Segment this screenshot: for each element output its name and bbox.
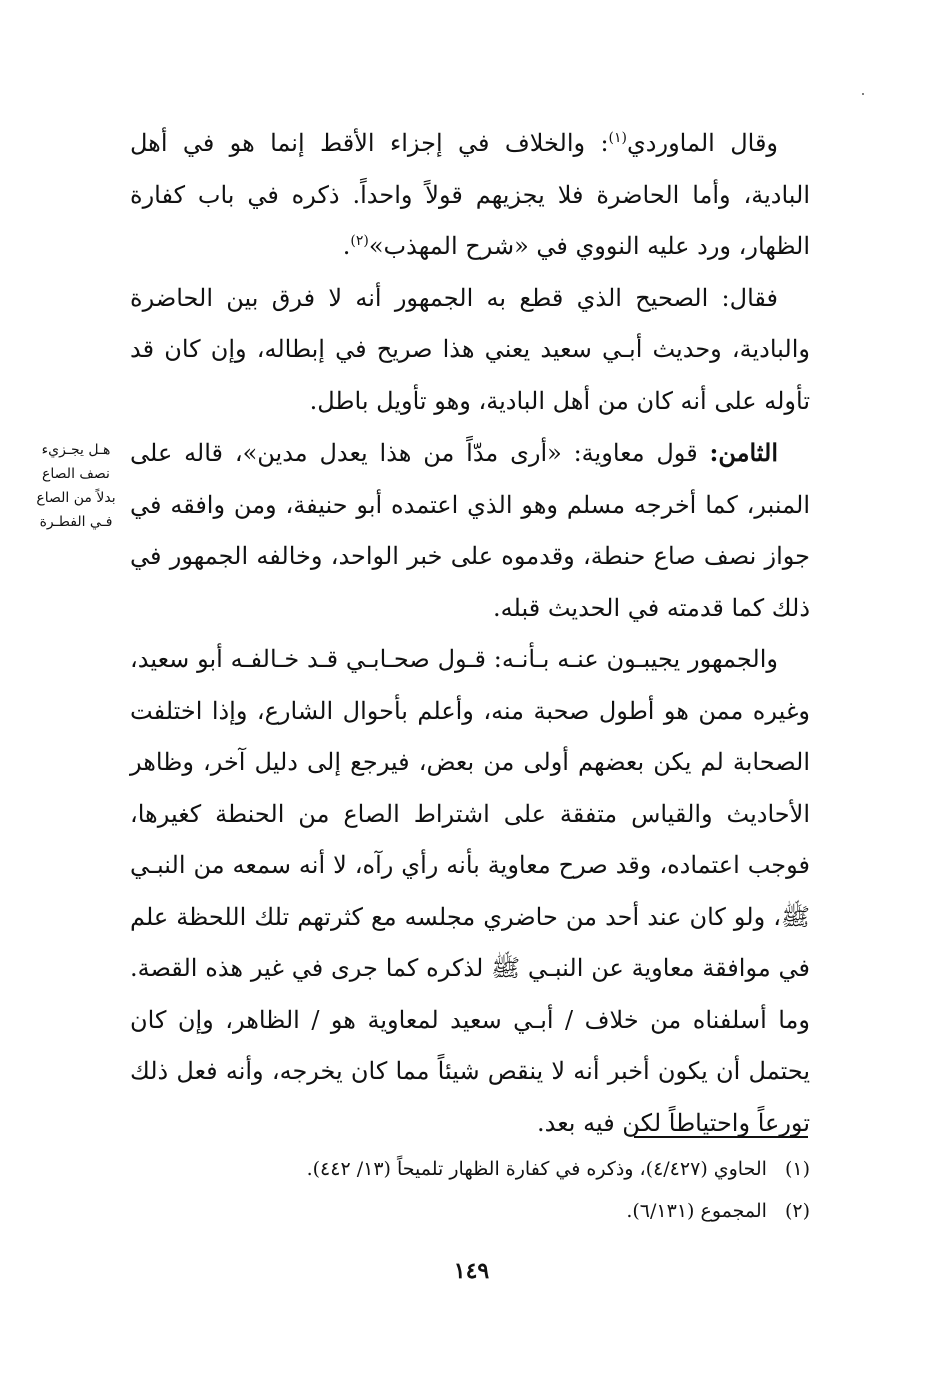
p1-before-footnote: وقال الماوردي [627,129,779,157]
footnote-number: (١) [784,1158,810,1180]
p1-end: . [342,232,351,260]
paragraph-2: فقال: الصحيح الذي قطع به الجمهور أنه لا فرق بين الحاضرة والبادية، وحديث أبـي سعيد يعني هذا صريح في إبطاله، وإن كان قد تأوله على أنه كان من أهل البادية، وهو تأويل باطل. [130,283,810,415]
paragraph-4: والجمهور يجيبـون عنـه بـأنـه: قـول صحـابـي قـد خـالفـه أبو سعيد، وغيره ممن هو أطول صحبة منه، وأعلم بأحوال الشارع، وإذا اختلفت الصحابة لم يكن بعضهم أولى من بعض، فيرجع إلى دليل آخر، وظاهر الأحاديث والقياس متفقة على اشتراط الصاع من الحنطة كغيرها، فوجب اعتماده، وقد صرح معاوية بأنه رأي رآه، لا أنه سمعه من النبـي ﷺ، ولو كان عند أحد من حاضري مجلسه مع كثرتهم تلك اللحظة علم في موافقة معاوية عن النبـي ﷺ لذكره كما جرى في غير هذه القصة. وما أسلفناه من خلاف / أبـي سعيد لمعاوية هو / الظاهر، وإن كان يحتمل أن يكون أخبر أنه لا ينقص شيئاً مما كان يخرجه، وأنه فعل ذلك تورعاً واحتياطاً لكن فيه بعد. [130,645,810,1137]
margin-note-line: بدلاً من الصاع [36,490,116,506]
p3-label: الثامن: [709,438,778,467]
scan-dot [862,93,864,95]
margin-note-line: نصف الصاع [42,466,110,482]
footnote-divider [634,1136,808,1138]
footnote-number: (٢) [784,1200,810,1222]
footnote-ref-1[interactable]: (١) [608,130,628,146]
footnote-2 [130,1190,810,1232]
footnote-1 [130,1148,810,1190]
footnote-text: المجموع (٦/١٣١). [626,1200,767,1222]
p1-after-footnote: : والخلاف في إجزاء الأقط إنما هو في أهل البادية، وأما الحاضرة فلا يجزيهم قولاً واحداً. ذكره في باب كفارة الظهار، ورد عليه النووي في «شرح المهذب» [130,129,810,260]
footnotes [130,1148,810,1232]
margin-note-line: هـل يجـزيء [41,442,111,458]
paragraph-1 [130,118,810,273]
footnote-ref-2[interactable]: (٢) [350,233,369,249]
paragraph-3 [130,427,810,634]
main-text [130,118,810,1149]
margin-note [26,438,126,534]
page-number: ١٤٩ [453,1258,490,1284]
p3-text: قول معاوية: «أرى مدّاً من هذا يعدل مدين»، قاله على المنبر، كما أخرجه مسلم وهو الذي اعتمده أبو حنيفة، ومن وافقه في جواز نصف صاع حنطة، وقدموه على خبر الواحد، وخالفه الجمهور في ذلك كما قدمته في الحديث قبله. [130,439,810,622]
footnote-text: الحاوي (٤/٤٢٧)، وذكره في كفارة الظهار تلميحاً (١٣/ ٤٤٢). [306,1158,767,1180]
margin-note-line: فـي الفطـرة [39,514,113,530]
